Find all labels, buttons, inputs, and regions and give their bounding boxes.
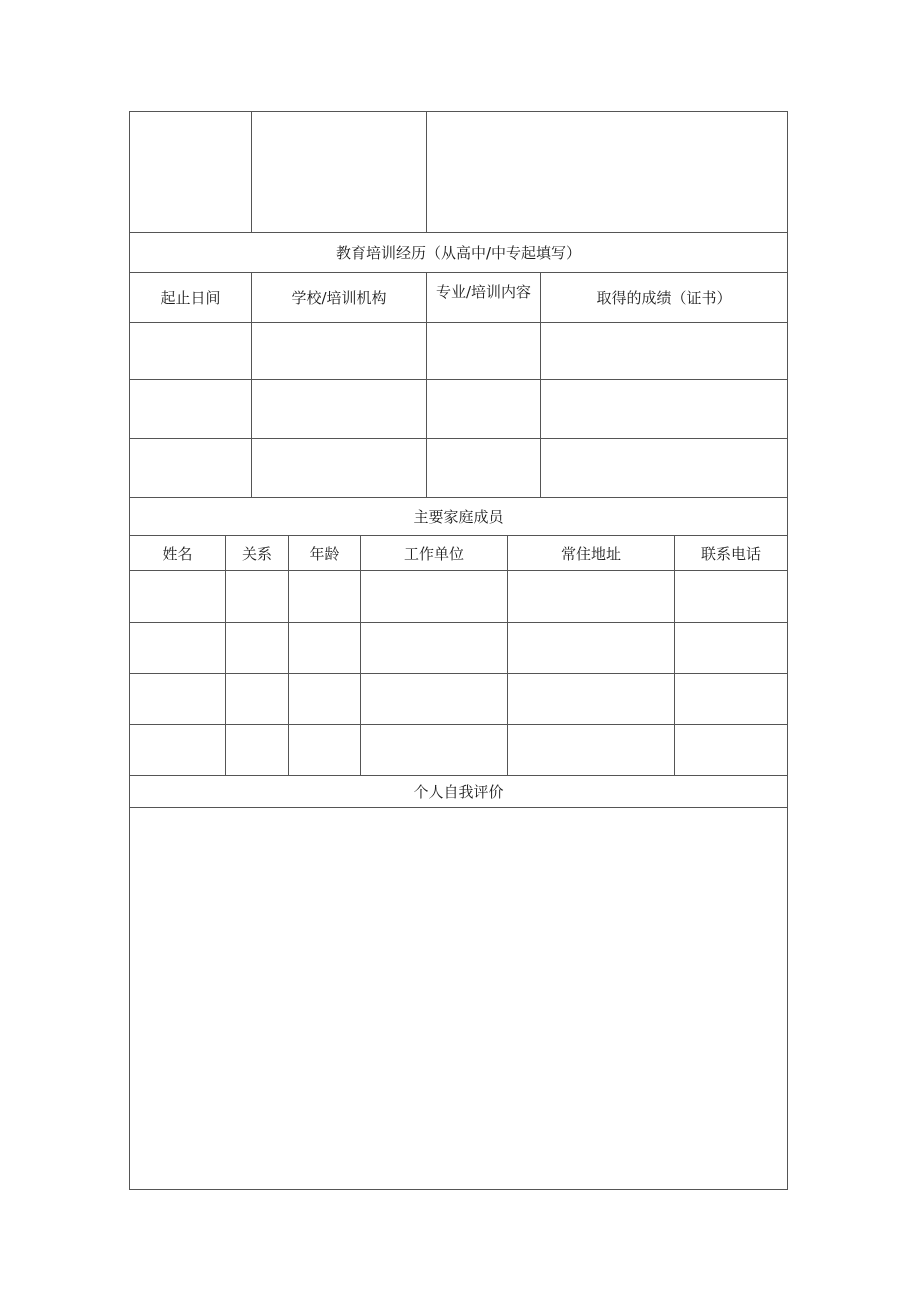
education-period-cell[interactable] <box>130 380 252 438</box>
family-header-row <box>130 536 787 571</box>
family-col-relation: 关系 <box>226 536 289 570</box>
family-age-cell[interactable] <box>289 674 361 724</box>
family-relation-cell[interactable] <box>226 725 289 775</box>
education-row <box>130 323 787 380</box>
education-achievement-cell[interactable] <box>541 323 787 379</box>
family-col-name: 姓名 <box>130 536 226 570</box>
education-major-cell[interactable] <box>427 439 541 497</box>
family-section-header <box>130 498 787 536</box>
family-row <box>130 674 787 725</box>
empty-cell[interactable] <box>252 112 427 232</box>
education-major-cell[interactable] <box>427 323 541 379</box>
education-period-cell[interactable] <box>130 439 252 497</box>
education-school-cell[interactable] <box>252 439 427 497</box>
education-row <box>130 439 787 498</box>
family-col-phone: 联系电话 <box>700 544 761 563</box>
family-address-cell[interactable] <box>508 674 675 724</box>
education-col-school: 学校/培训机构 <box>252 273 427 322</box>
family-address-cell[interactable] <box>508 623 675 673</box>
education-major-cell[interactable] <box>427 380 541 438</box>
family-row <box>130 623 787 674</box>
family-age-cell[interactable] <box>289 623 361 673</box>
education-period-cell[interactable] <box>130 323 252 379</box>
family-address-cell[interactable] <box>508 725 675 775</box>
empty-cell[interactable] <box>427 112 787 232</box>
family-col-employer: 工作单位 <box>361 536 508 570</box>
family-name-cell[interactable] <box>130 725 226 775</box>
family-relation-cell[interactable] <box>226 623 289 673</box>
family-phone-cell[interactable] <box>675 674 787 724</box>
family-age-cell[interactable] <box>289 725 361 775</box>
self-evaluation-area[interactable] <box>130 808 787 1189</box>
family-col-age: 年龄 <box>289 536 361 570</box>
education-school-cell[interactable] <box>252 323 427 379</box>
education-row <box>130 380 787 439</box>
family-row <box>130 571 787 623</box>
self-evaluation-title: 个人自我评价 <box>413 783 504 801</box>
education-header-row <box>130 273 787 323</box>
family-name-cell[interactable] <box>130 674 226 724</box>
family-relation-cell[interactable] <box>226 674 289 724</box>
education-section-header <box>130 233 787 273</box>
family-employer-cell[interactable] <box>361 623 508 673</box>
family-employer-cell[interactable] <box>361 674 508 724</box>
education-col-period: 起止日间 <box>130 273 252 322</box>
education-school-cell[interactable] <box>252 380 427 438</box>
family-relation-cell[interactable] <box>226 571 289 622</box>
empty-cell[interactable] <box>130 112 252 232</box>
education-section-title: 教育培训经历（从高中/中专起填写） <box>335 244 582 262</box>
family-name-cell[interactable] <box>130 623 226 673</box>
family-col-address: 常住地址 <box>508 536 675 570</box>
education-achievement-cell[interactable] <box>541 380 787 438</box>
family-section-title: 主要家庭成员 <box>413 508 504 526</box>
family-phone-cell[interactable] <box>675 623 787 673</box>
self-evaluation-header <box>130 776 787 808</box>
family-age-cell[interactable] <box>289 571 361 622</box>
application-form-table <box>129 111 788 1190</box>
family-employer-cell[interactable] <box>361 571 508 622</box>
family-name-cell[interactable] <box>130 571 226 622</box>
family-employer-cell[interactable] <box>361 725 508 775</box>
previous-section-row <box>130 112 787 233</box>
family-address-cell[interactable] <box>508 571 675 622</box>
education-achievement-cell[interactable] <box>541 439 787 497</box>
family-row <box>130 725 787 776</box>
education-col-major: 专业/培训内容 <box>427 273 541 322</box>
family-phone-cell[interactable] <box>675 571 787 622</box>
education-col-achievement: 取得的成绩（证书） <box>596 289 732 307</box>
family-phone-cell[interactable] <box>675 725 787 775</box>
